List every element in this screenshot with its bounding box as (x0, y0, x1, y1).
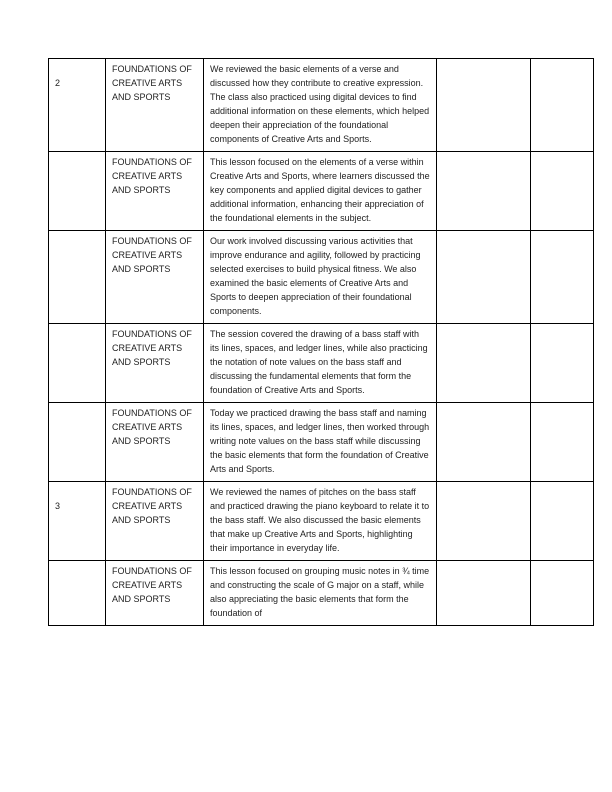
table-row (49, 152, 594, 231)
remarks-cell (437, 403, 531, 482)
remarks-cell (437, 561, 531, 626)
week-cell (49, 561, 106, 626)
strand-cell: FOUNDATIONS OF CREATIVE ARTS AND SPORTS (106, 403, 204, 482)
week-cell (49, 152, 106, 231)
signature-cell (531, 231, 594, 324)
week-cell (49, 231, 106, 324)
summary-cell: We reviewed the names of pitches on the bass staff and practiced drawing the piano keyboard to relate it to the bass staff. We also discussed the basic elements that make up Creative Arts and Sports, highlighting their importance in everyday life. (204, 482, 437, 561)
remarks-cell (437, 59, 531, 152)
signature-cell (531, 561, 594, 626)
lesson-record-table (48, 58, 594, 626)
remarks-cell (437, 482, 531, 561)
signature-cell (531, 152, 594, 231)
week-cell: 2 (49, 59, 106, 152)
strand-cell: FOUNDATIONS OF CREATIVE ARTS AND SPORTS (106, 324, 204, 403)
summary-cell: Our work involved discussing various activities that improve endurance and agility, followed by practicing selected exercises to build physical fitness. We also examined the basic elements of Creative Arts and Sports to deepen appreciation of their foundational components. (204, 231, 437, 324)
table-row (49, 59, 594, 152)
week-cell (49, 324, 106, 403)
remarks-cell (437, 324, 531, 403)
week-cell (49, 403, 106, 482)
strand-cell: FOUNDATIONS OF CREATIVE ARTS AND SPORTS (106, 152, 204, 231)
table-row (49, 561, 594, 626)
signature-cell (531, 59, 594, 152)
summary-cell: We reviewed the basic elements of a verse and discussed how they contribute to creative expression. The class also practiced using digital devices to find additional information on these elements, which helped deepen their appreciation of the foundational components of Creative Arts and Sports. (204, 59, 437, 152)
table-row (49, 231, 594, 324)
summary-cell: Today we practiced drawing the bass staff and naming its lines, spaces, and ledger lines, then worked through writing note values on the bass staff while discussing the basic elements that form the foundation of Creative Arts and Sports. (204, 403, 437, 482)
table-row (49, 403, 594, 482)
signature-cell (531, 403, 594, 482)
remarks-cell (437, 152, 531, 231)
strand-cell: FOUNDATIONS OF CREATIVE ARTS AND SPORTS (106, 482, 204, 561)
table-row (49, 324, 594, 403)
strand-cell: FOUNDATIONS OF CREATIVE ARTS AND SPORTS (106, 59, 204, 152)
strand-cell: FOUNDATIONS OF CREATIVE ARTS AND SPORTS (106, 231, 204, 324)
strand-cell: FOUNDATIONS OF CREATIVE ARTS AND SPORTS (106, 561, 204, 626)
signature-cell (531, 324, 594, 403)
summary-cell: The session covered the drawing of a bass staff with its lines, spaces, and ledger lines, while also practicing the notation of note values on the bass staff and discussing the fundamental elements that form the foundation of Creative Arts and Sports. (204, 324, 437, 403)
remarks-cell (437, 231, 531, 324)
table-row (49, 482, 594, 561)
week-cell: 3 (49, 482, 106, 561)
summary-cell: This lesson focused on grouping music notes in ¾ time and constructing the scale of G major on a staff, while also appreciating the basic elements that form the foundation of (204, 561, 437, 626)
summary-cell: This lesson focused on the elements of a verse within Creative Arts and Sports, where learners discussed the key components and applied digital devices to gather additional information, enhancing their appreciation of the foundational elements in the subject. (204, 152, 437, 231)
signature-cell (531, 482, 594, 561)
